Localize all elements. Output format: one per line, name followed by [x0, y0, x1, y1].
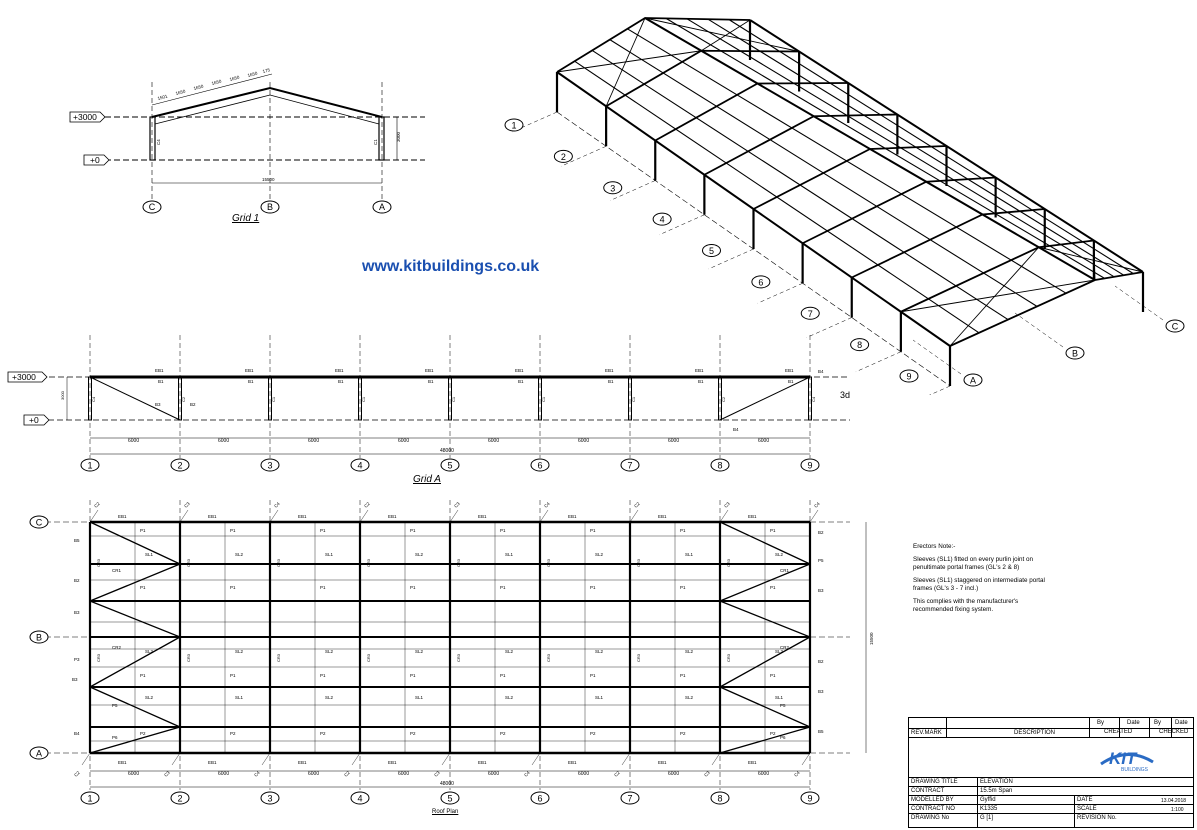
beam-mark: B1 — [158, 379, 164, 384]
bay-dimension: 6000 — [758, 771, 770, 777]
rafter-mark: CR3 — [186, 558, 191, 567]
wall-brace-right — [720, 377, 810, 420]
grid-bubble-label: 9 — [807, 460, 813, 471]
sleeve-mark: SL2 — [235, 552, 244, 557]
sleeve-mark: SL2 — [595, 649, 604, 654]
wall-brace-left — [90, 377, 180, 420]
bay-dimension: 6000 — [668, 438, 680, 444]
purlin-mark: P1 — [320, 528, 326, 533]
column-mark: C1 — [631, 396, 636, 402]
eaves-mark: EB1 — [388, 760, 397, 765]
eaves-mark: EB1 — [425, 368, 434, 373]
brace-mark: B3 — [818, 588, 824, 593]
column-mark: C4 — [91, 396, 96, 402]
eaves-mark: EB1 — [605, 368, 614, 373]
level-tags — [70, 112, 109, 165]
purlin-mark: P2 — [320, 731, 326, 736]
sleeve-mark: SL1 — [145, 552, 154, 557]
eaves-mark: EB1 — [118, 514, 127, 519]
contract-label: CONTRACT — [911, 788, 945, 794]
column-mark: C1 — [451, 396, 456, 402]
grid-1-title: Grid 1 — [232, 213, 260, 224]
column-mark: C2 — [343, 770, 351, 778]
bay-dimension: 6000 — [578, 438, 590, 444]
purlin-mark: P1 — [140, 673, 146, 678]
grid-bubble-a-label: A — [378, 202, 386, 212]
grid-bubble-label: 1 — [87, 460, 93, 471]
column-mark: C4 — [793, 770, 801, 778]
rev-by-header-2: By — [1154, 720, 1162, 726]
beam-mark: B1 — [338, 379, 344, 384]
purlin-mark: P1 — [230, 673, 236, 678]
purlin-mark: P1 — [770, 673, 776, 678]
cross-rod-mark: CR2 — [112, 645, 122, 650]
eaves-mark: EB1 — [748, 760, 757, 765]
eaves-mark: EB1 — [155, 368, 164, 373]
sleeve-mark: SL2 — [775, 649, 784, 654]
purlin-mark: P2 — [500, 731, 506, 736]
portal-frame-3 — [655, 83, 848, 141]
frame-bubble-label: 1 — [511, 120, 517, 131]
rafter-mark: CR3 — [726, 558, 731, 567]
rafter-mark: CR3 — [366, 653, 371, 662]
brace-mark: B3 — [155, 402, 161, 407]
drawing-no-value: G [1] — [980, 815, 994, 821]
purlin-mark: P1 — [140, 585, 146, 590]
grid-bubble-label: 7 — [627, 460, 633, 471]
column-mark: C4 — [273, 501, 281, 509]
rafter-mark: CR3 — [186, 653, 191, 662]
grid-bubble-row-label: A — [35, 748, 43, 759]
column-mark: C2 — [613, 770, 621, 778]
eaves-mark: EB1 — [515, 368, 524, 373]
purlin-mark: P1 — [590, 585, 596, 590]
rev-date-header: Date — [1127, 720, 1140, 726]
eaves-mark: EB1 — [478, 514, 487, 519]
logo-text: KIT — [1109, 749, 1137, 768]
brace-mark: B4 — [74, 731, 80, 736]
brace-mark: B3 — [818, 689, 824, 694]
rafter-mark: CR3 — [546, 653, 551, 662]
sleeve-mark: SL2 — [415, 649, 424, 654]
cross-rod-mark: CR1 — [780, 568, 790, 573]
purlin-mark: P2 — [590, 731, 596, 736]
sleeve-mark: SL2 — [325, 695, 334, 700]
rafter-mark: CR3 — [366, 558, 371, 567]
logo-subtext: BUILDINGS — [1121, 767, 1148, 772]
sleeve-mark: SL2 — [325, 649, 334, 654]
brace-mark: P5 — [818, 558, 824, 563]
total-dimension: 48000 — [440, 448, 454, 454]
column-mark: C3 — [183, 501, 191, 509]
rev-by-header: By — [1097, 720, 1105, 726]
column-left — [150, 117, 155, 160]
total-dimension: 48000 — [440, 781, 454, 787]
cross-rod-mark: CR2 — [780, 645, 790, 650]
purlin-mark: P1 — [590, 673, 596, 678]
purlin-mark: P1 — [770, 528, 776, 533]
eaves-mark: EB1 — [388, 514, 397, 519]
date-value: 13.04.2018 — [1161, 798, 1187, 804]
grid-bubble-label: 3 — [267, 793, 273, 804]
roof-brace — [901, 280, 1095, 312]
portal-frame-9 — [950, 272, 1143, 346]
sleeve-mark: SL2 — [685, 649, 694, 654]
description-header: DESCRIPTION — [1014, 730, 1056, 736]
created-header: CREATED — [1104, 729, 1133, 735]
brace-mark: B4 — [733, 427, 739, 432]
height-dimension: 3000 — [60, 391, 65, 400]
beam-mark: B1 — [788, 379, 794, 384]
rev-date-header-2: Date — [1175, 720, 1188, 726]
column-mark: C2 — [633, 501, 641, 509]
span-bubble-label: A — [969, 375, 977, 386]
rafter-mark: CR3 — [456, 653, 461, 662]
roof-brace — [645, 18, 799, 52]
contract-no-value: K1335 — [980, 806, 998, 812]
column-mark: C1 — [361, 396, 366, 402]
sleeve-mark: SL2 — [505, 695, 514, 700]
purlin-mark: P1 — [500, 673, 506, 678]
purlin-mark: P1 — [410, 673, 416, 678]
purlin-mark: P6 — [780, 735, 786, 740]
revision-no-label: REVISION No. — [1077, 815, 1117, 821]
eaves-mark: EB1 — [298, 760, 307, 765]
sleeve-mark: SL1 — [595, 695, 604, 700]
frame-bubble-label: 2 — [560, 151, 566, 162]
svg-text:1650: 1650 — [211, 78, 222, 86]
erectors-note-line-1: Sleeves (SL1) fitted on every purlin joint on penultimate portal frames (GL's 2 & 8) — [913, 556, 1034, 571]
bay-dimension: 6000 — [128, 771, 140, 777]
kit-buildings-logo — [1099, 742, 1155, 772]
sleeve-mark: SL1 — [235, 695, 244, 700]
beam-mark: B1 — [698, 379, 704, 384]
view-label-3d: 3d — [840, 390, 851, 400]
svg-text:3000: 3000 — [396, 131, 401, 142]
sleeve-mark: SL2 — [775, 552, 784, 557]
column-mark: C4 — [543, 501, 551, 509]
checked-header: CHECKED — [1159, 729, 1189, 735]
eaves-mark: EB1 — [335, 368, 344, 373]
rafter-mark: CR3 — [546, 558, 551, 567]
level-tag-0: +0 — [90, 155, 100, 165]
svg-text:1650: 1650 — [247, 70, 258, 78]
roof-brace — [1039, 247, 1143, 272]
brace-mark: B5 — [818, 729, 824, 734]
rafter-mark: CR3 — [276, 558, 281, 567]
purlin-mark: P1 — [410, 528, 416, 533]
frame-bubble-label: 4 — [659, 214, 665, 225]
roof-plan-title: Roof Plan — [432, 809, 459, 815]
purlin-mark: P1 — [770, 585, 776, 590]
brace-mark: B2 — [190, 402, 196, 407]
modelled-by-label: MODELLED BY — [911, 797, 954, 803]
brace-mark: B3 — [72, 677, 78, 682]
purlin-mark: P1 — [590, 528, 596, 533]
column-mark: C2 — [93, 501, 101, 509]
brace-mark: P3 — [74, 657, 80, 662]
column-mark: C1 — [541, 396, 546, 402]
span-bubble-label: B — [1071, 348, 1079, 359]
sleeve-mark: SL2 — [145, 695, 154, 700]
level-tag-0-label: +0 — [29, 415, 39, 425]
purlin-mark: P5 — [112, 703, 118, 708]
portal-frame-8 — [901, 241, 1094, 312]
rafter-mark: CR3 — [636, 653, 641, 662]
drawing-title-label: DRAWING TITLE — [911, 779, 958, 785]
sleeve-mark: SL1 — [685, 552, 694, 557]
erectors-note-heading: Erectors Note:- — [913, 543, 956, 550]
bay-dimension: 6000 — [308, 771, 320, 777]
column-mark: C4 — [253, 770, 261, 778]
purlin-mark: P1 — [230, 585, 236, 590]
eaves-mark: EB1 — [658, 760, 667, 765]
column-mark: C2 — [721, 396, 726, 402]
brace-mark: B5 — [74, 538, 80, 543]
frame-bubble-label: 9 — [906, 371, 912, 382]
cross-rod-mark: CR1 — [112, 568, 122, 573]
beam-mark: B1 — [518, 379, 524, 384]
grid-bubble-label: 6 — [537, 460, 543, 471]
span-bubble-label: C — [1171, 321, 1179, 332]
bay-dimension: 6000 — [218, 771, 230, 777]
erectors-note-line-2: Sleeves (SL1) staggered on intermediate portal frames (GL's 3 - 7 incl.) — [913, 577, 1045, 592]
rev-mark-header: REV.MARK — [911, 730, 942, 736]
bay-dimension: 6000 — [398, 771, 410, 777]
purlin-mark: P1 — [140, 528, 146, 533]
grid-bubble-label: 3 — [267, 460, 273, 471]
date-label: DATE — [1077, 797, 1093, 803]
grid-bubble-c-label: C — [148, 202, 156, 212]
sleeve-mark: SL2 — [685, 695, 694, 700]
erectors-note — [913, 543, 1053, 619]
sleeve-mark: SL1 — [505, 552, 514, 557]
purlin-mark: P1 — [500, 528, 506, 533]
grid-bubble-label: 9 — [807, 793, 813, 804]
purlin-mark: P2 — [770, 731, 776, 736]
eaves-mark: EB1 — [208, 760, 217, 765]
purlin-mark: P2 — [410, 731, 416, 736]
purlin-mark: P1 — [680, 673, 686, 678]
roof-brace — [950, 247, 1039, 346]
drawing-no-label: DRAWING No — [911, 815, 950, 821]
roof-brace — [606, 18, 645, 106]
sleeve-mark: SL2 — [415, 552, 424, 557]
column-mark: C3 — [433, 770, 441, 778]
sleeve-mark: SL1 — [775, 695, 784, 700]
purlin-mark: P5 — [780, 703, 786, 708]
contract-no-label: CONTRACT NO — [911, 806, 955, 812]
frame-bubble-label: 7 — [807, 308, 813, 319]
eaves-mark: EB1 — [245, 368, 254, 373]
rafter-mark: CR3 — [456, 558, 461, 567]
svg-text:1650: 1650 — [193, 83, 204, 91]
grid-bubble-label: 7 — [627, 793, 633, 804]
drawing-title-value: ELEVATION — [980, 779, 1013, 785]
purlin-mark: P1 — [410, 585, 416, 590]
frame-bubble-label: 3 — [610, 183, 616, 194]
rafter-mark: CR3 — [96, 653, 101, 662]
grid-bubble-label: 4 — [357, 793, 363, 804]
grid-a-elevation — [0, 330, 863, 490]
rafter-mark: CR3 — [276, 653, 281, 662]
beam-mark: B1 — [608, 379, 614, 384]
eaves-mark: EB1 — [208, 514, 217, 519]
svg-text:1650: 1650 — [229, 74, 240, 82]
eaves-mark: EB1 — [748, 514, 757, 519]
eaves-mark: EB1 — [118, 760, 127, 765]
bay-dimension: 6000 — [488, 771, 500, 777]
bay-dimension: 6000 — [668, 771, 680, 777]
sleeve-mark: SL2 — [235, 649, 244, 654]
grid-bubble-b-label: B — [266, 202, 274, 212]
beam-mark: B1 — [248, 379, 254, 384]
bay-dimension: 6000 — [128, 438, 140, 444]
grid-bubble-label: 5 — [447, 793, 453, 804]
svg-text:1650: 1650 — [175, 88, 186, 96]
grid-bubble-label: 2 — [177, 793, 183, 804]
column-mark: C3 — [703, 770, 711, 778]
brace-mark: B4 — [818, 369, 824, 374]
rafter — [152, 88, 382, 117]
grid-bubble-label: 8 — [717, 460, 723, 471]
portal-frame-4 — [704, 115, 897, 175]
brace-mark: B2 — [818, 659, 824, 664]
level-tag-3000: +3000 — [73, 112, 97, 122]
grid-bubble-label: 1 — [87, 793, 93, 804]
grid-bubble-row-label: B — [35, 632, 43, 643]
column-mark: C4 — [811, 396, 816, 402]
column-mark: C3 — [453, 501, 461, 509]
purlin-mark: P2 — [230, 731, 236, 736]
purlin-mark: P1 — [230, 528, 236, 533]
eaves-mark: EB1 — [695, 368, 704, 373]
eaves-mark: EB1 — [785, 368, 794, 373]
sleeve-mark: SL1 — [325, 552, 334, 557]
rafter-mark: CR3 — [96, 558, 101, 567]
svg-text:15500: 15500 — [262, 177, 275, 182]
grid-a-title: Grid A — [413, 474, 441, 485]
purlin-mark: P2 — [680, 731, 686, 736]
column-mark: C4 — [813, 501, 821, 509]
column-right — [379, 117, 384, 160]
bay-dimension: 6000 — [758, 438, 770, 444]
bay-dimension: 6000 — [578, 771, 590, 777]
purlin-mark: P1 — [680, 528, 686, 533]
eaves-mark: EB1 — [478, 760, 487, 765]
grid-1-section — [0, 0, 460, 240]
column-mark: C1 — [271, 396, 276, 402]
svg-text:C4: C4 — [156, 139, 161, 145]
bay-dimension: 6000 — [488, 438, 500, 444]
eaves-mark: EB1 — [568, 760, 577, 765]
eaves-mark: EB1 — [568, 514, 577, 519]
title-block — [908, 717, 1194, 828]
column-mark: C3 — [163, 770, 171, 778]
bay-dimension: 6000 — [398, 438, 410, 444]
grid-bubble-label: 8 — [717, 793, 723, 804]
eaves-mark: EB1 — [298, 514, 307, 519]
sleeve-mark: SL2 — [595, 552, 604, 557]
website-url[interactable]: www.kitbuildings.co.uk — [362, 258, 540, 275]
eaves-mark: EB1 — [658, 514, 667, 519]
grid-bubble-label: 6 — [537, 793, 543, 804]
sleeve-mark: SL2 — [505, 649, 514, 654]
svg-text:1501: 1501 — [157, 93, 168, 101]
grid-bubble-label: 2 — [177, 460, 183, 471]
column-mark: C4 — [523, 770, 531, 778]
purlin-mark: P1 — [500, 585, 506, 590]
rafter-mark: CR3 — [636, 558, 641, 567]
rafter-mark: CR3 — [726, 653, 731, 662]
level-tag-3000-label: +3000 — [12, 372, 36, 382]
svg-text:C1: C1 — [373, 139, 378, 145]
bay-dimension: 6000 — [218, 438, 230, 444]
brace-mark: B3 — [74, 610, 80, 615]
column-mark: C3 — [723, 501, 731, 509]
grid-bubble-row-label: C — [35, 517, 43, 528]
erectors-note-line-3: This complies with the manufacturer's recommended fixing system. — [913, 598, 1019, 613]
contract-value: 15.5m Span — [980, 788, 1013, 794]
column-mark: C2 — [181, 396, 186, 402]
modelled-by-value: Gyffid — [980, 797, 996, 803]
purlin-mark: P1 — [320, 673, 326, 678]
sleeve-mark: SL1 — [415, 695, 424, 700]
purlin-mark: P1 — [680, 585, 686, 590]
brace-mark: B2 — [74, 578, 80, 583]
bay-dimension: 6000 — [308, 438, 320, 444]
brace-mark: B2 — [818, 530, 824, 535]
purlin-mark: P2 — [140, 731, 146, 736]
span-dimension: 15500 — [869, 632, 874, 645]
grid-bubble-label: 5 — [447, 460, 453, 471]
svg-text:175: 175 — [262, 67, 271, 74]
column-mark: C2 — [363, 501, 371, 509]
roof-plan — [0, 495, 905, 830]
scale-label: SCALE — [1077, 806, 1097, 812]
purlin-mark: P1 — [320, 585, 326, 590]
sleeve-mark: SL2 — [145, 649, 154, 654]
purlin-mark: P6 — [112, 735, 118, 740]
grid-bubble-label: 4 — [357, 460, 363, 471]
column-mark: C2 — [73, 770, 81, 778]
frame-bubble-label: 6 — [758, 277, 764, 288]
frame-bubble-label: 8 — [857, 340, 863, 351]
frame-bubble-label: 5 — [708, 246, 715, 256]
scale-value: 1:100 — [1171, 807, 1184, 813]
beam-mark: B1 — [428, 379, 434, 384]
